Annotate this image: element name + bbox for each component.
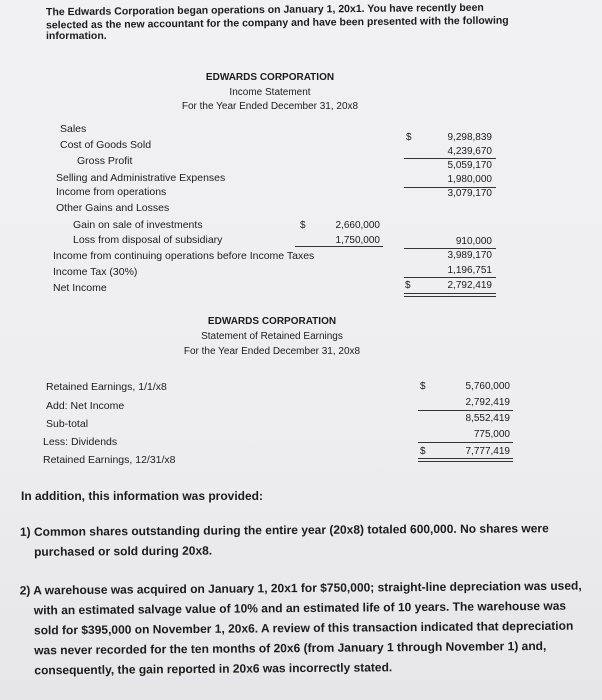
is-row-value: 1,980,000 [447, 174, 492, 185]
is-inner-value: 2,660,000 [335, 220, 380, 231]
is-title: Income Statement [229, 87, 311, 98]
is-dollar-sign: $ [406, 132, 412, 143]
is-row-label: Loss from disposal of subsidiary [73, 234, 223, 246]
re-row-value: 5,760,000 [465, 381, 510, 392]
is-row-value: 3,079,170 [447, 188, 492, 199]
underline [404, 277, 496, 278]
is-row-label: Other Gains and Losses [56, 202, 170, 214]
info-item-2: 2) A warehouse was acquired on January 1, 20x1 for $750,000; straight-line depreciation was used, with an estimated salvage value of 10% and an estimated life of 10 years. The warehouse was sold for $395,000 on November 1, 20x6. A review of this transaction indicated that depreciation was never recorded for the ten months of 20x6 (from January 1 through November 1) and, consequently, the gain reported in 20x6 was incorrectly stated. [19, 578, 582, 678]
underline [404, 158, 496, 159]
is-row-value: 9,298,839 [447, 132, 492, 143]
is-row-label: Gross Profit [77, 155, 133, 167]
is-row-label: Income from continuing operations before Income Taxes [53, 250, 315, 262]
is-company-name: EDWARDS CORPORATION [205, 72, 335, 83]
re-title: Statement of Retained Earnings [201, 331, 343, 342]
double-underline-bottom [418, 461, 513, 462]
is-row-value: 1,196,751 [447, 265, 492, 276]
is-row-value: 910,000 [455, 236, 492, 247]
is-period: For the Year Ended December 31, 20x8 [181, 101, 359, 112]
is-row-value: 3,989,170 [447, 250, 492, 261]
double-underline-top [404, 293, 496, 294]
intro-line-3: information. [46, 30, 107, 42]
re-row-value: 2,792,419 [465, 397, 510, 408]
info-item-1: 1) Common shares outstanding during the entire year (20x8) totaled 600,000. No shares were purchased or sold during 20x8. [19, 521, 549, 559]
intro-line-1: The Edwards Corporation began operations on January 1, 20x1. You have recently been [45, 1, 484, 19]
additional-info-heading: In addition, this information was provided: [21, 489, 264, 503]
re-row-value: 8,552,419 [465, 413, 510, 424]
is-dollar-sign: $ [300, 220, 306, 231]
is-row-label: Net Income [53, 282, 107, 294]
re-row-label: Sub-total [46, 418, 89, 430]
re-company-name: EDWARDS CORPORATION [207, 316, 337, 327]
is-row-value: 4,239,670 [447, 146, 492, 157]
double-underline-top [418, 458, 513, 459]
re-row-label: Retained Earnings, 1/1/x8 [46, 381, 167, 393]
re-row-label: Retained Earnings, 12/31/x8 [43, 454, 176, 466]
is-row-label: Cost of Goods Sold [60, 139, 152, 151]
re-dollar-sign: $ [420, 446, 426, 457]
intro-line-2: selected as the new accountant for the company and have been presented with the following [45, 14, 509, 32]
is-dollar-sign: $ [405, 280, 411, 291]
re-row-value: 775,000 [473, 429, 510, 440]
re-row-label: Less: Dividends [43, 436, 118, 448]
re-period: For the Year Ended December 31, 20x8 [183, 346, 361, 357]
re-row-value: 7,777,419 [465, 446, 510, 457]
re-row-label: Add: Net Income [46, 400, 125, 412]
underline [404, 248, 496, 249]
is-row-label: Selling and Administrative Expenses [56, 172, 226, 184]
double-underline-bottom [404, 296, 496, 297]
re-dollar-sign: $ [420, 381, 426, 392]
is-row-label: Sales [60, 123, 87, 135]
is-row-label: Income from operations [56, 186, 167, 198]
is-row-label: Income Tax (30%) [53, 266, 138, 278]
underline [295, 246, 383, 247]
underline [418, 410, 513, 411]
is-row-value: 5,059,170 [447, 160, 492, 171]
is-inner-value: 1,750,000 [335, 235, 380, 246]
is-row-label: Gain on sale of investments [73, 219, 203, 231]
is-row-value: 2,792,419 [447, 280, 492, 291]
underline [418, 442, 513, 443]
